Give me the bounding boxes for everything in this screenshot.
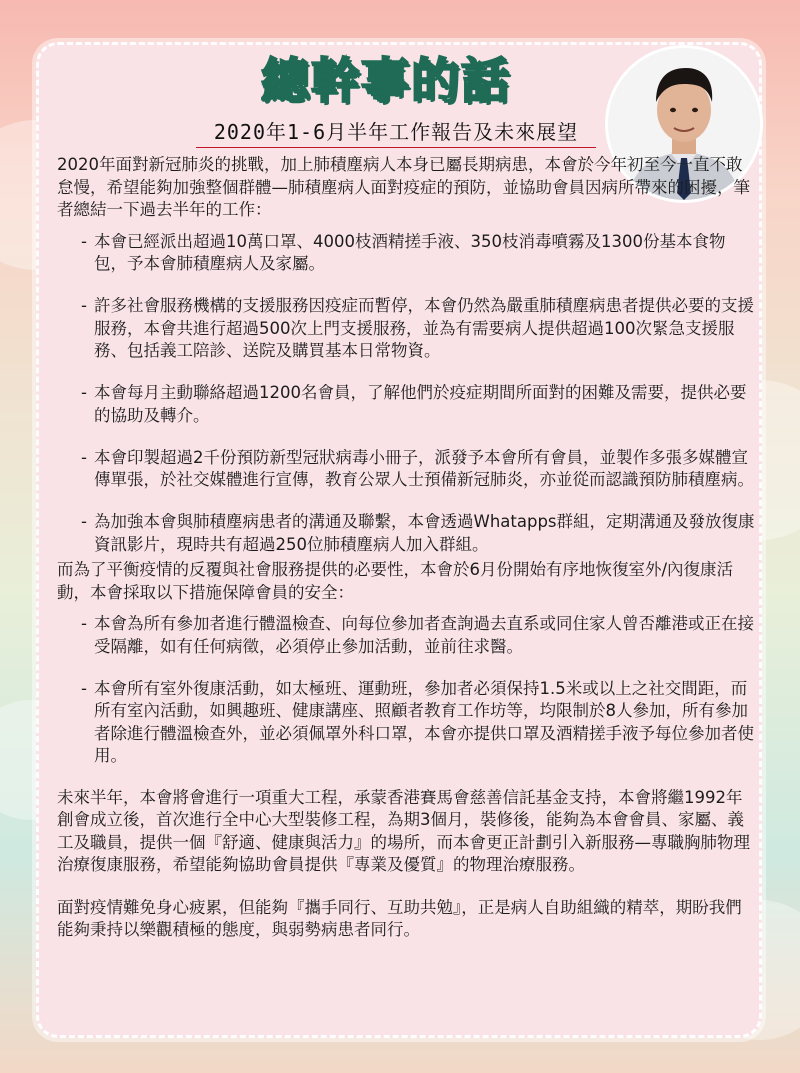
list-item: - 本會為所有參加者進行體溫檢查、向每位參加者查詢過去直系或同住家人曾否離港或正在接受隔離，如有任何病徵，必須停止參加活動，並前往求醫。 xyxy=(57,613,757,658)
list-item: - 本會印製超過2千份預防新型冠狀病毒小冊子，派發予本會所有會員，並製作多張多媒體宣傳單張，於社交媒體進行宣傳，教育公眾人士預備新冠肺炎，亦並從而認識預防肺積塵病。 xyxy=(57,447,757,492)
list-item: - 本會已經派出超過10萬口罩、4000枝酒精搓手液、350枝消毒噴霧及1300份基本食物包，予本會肺積塵病人及家屬。 xyxy=(57,231,757,276)
list-item: - 許多社會服務機構的支援服務因疫症而暫停，本會仍然為嚴重肺積塵病患者提供必要的支援服務，本會共進行超過500次上門支援服務，並為有需要病人提供超過100次緊急支援服務、包括義工陪診、送院及購買基本日常物資。 xyxy=(57,295,757,363)
intro-paragraph: 2020年面對新冠肺炎的挑戰，加上肺積塵病人本身已屬長期病患，本會於今年初至今一直不敢怠慢，希望能夠加強整個群體—肺積塵病人面對疫症的預防，並協助會員因病所帶來的困擾，筆者總結一下過去半年的工作： xyxy=(57,155,750,219)
closing-paragraph: 面對疫情難免身心疲累，但能夠『攜手同行、互助共勉』，正是病人自助組織的精萃，期盼我們能夠秉持以樂觀積極的態度，與弱勢病患者同行。 xyxy=(57,897,742,939)
safety-measures-list xyxy=(57,613,757,768)
work-summary-list xyxy=(57,231,757,557)
future-plan-paragraph: 未來半年，本會將會進行一項重大工程，承蒙香港賽馬會慈善信託基金支持，本會將繼1992年創會成立後，首次進行全中心大型裝修工程，為期3個月，裝修後，能夠為本會會員、家屬、義工及職員，提供一個『舒適、健康與活力』的場所，而本會更正計劃引入新服務—專職胸肺物理治療復康服務，希望能夠協助會員提供『專業及優質』的物理治療服務。 xyxy=(57,787,750,874)
article-body xyxy=(57,154,757,942)
resume-activities-paragraph: 而為了平衡疫情的反覆與社會服務提供的必要性，本會於6月份開始有序地恢復室外/內復康活動，本會採取以下措施保障會員的安全： xyxy=(57,560,734,602)
page-title: 總幹事的話 xyxy=(260,53,511,109)
list-item: - 本會所有室外復康活動，如太極班、運動班，參加者必須保持1.5米或以上之社交間距，而所有室內活動，如興趣班、健康講座、照顧者教育工作坊等，均限制於8人參加，所有參加者除進行體溫檢查外，並必須佩罩外科口罩，本會亦提供口罩及酒精搓手液予每位參加者使用。 xyxy=(57,678,757,768)
list-item: - 本會每月主動聯絡超過1200名會員，了解他們於疫症期間所面對的困難及需要，提供必要的協助及轉介。 xyxy=(57,382,757,427)
list-item: - 為加強本會與肺積塵病患者的溝通及聯繫，本會透過Whatapps群組，定期溝通及發放復康資訊影片，現時共有超過250位肺積塵病人加入群組。 xyxy=(57,511,757,556)
page-subtitle: 2020年1-6月半年工作報告及未來展望 xyxy=(196,117,596,148)
